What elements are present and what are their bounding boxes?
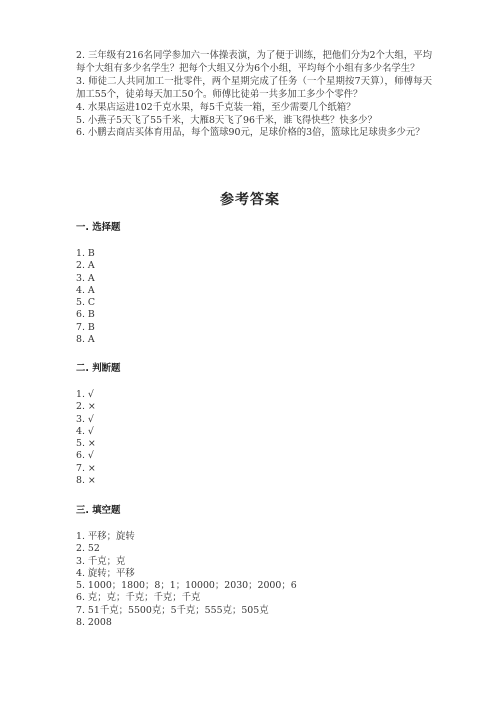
section-fill-in-blank — [76, 505, 376, 629]
problem-6: 6. 小鹏去商店买体育用品，每个篮球90元，足球价格的3倍，篮球比足球贵多少元？ — [76, 127, 425, 139]
section-heading: 二. 判断题 — [76, 363, 121, 374]
answer-item: 2. A — [76, 260, 95, 272]
answer-item: 5. C — [76, 297, 96, 309]
answer-item: 2. 52 — [76, 543, 100, 555]
section-heading: 一. 选择题 — [76, 222, 121, 233]
answer-list — [76, 389, 376, 487]
word-problems — [76, 50, 432, 140]
answer-item: 6. √ — [76, 450, 94, 462]
answer-item: 5. 1000；1800；8；1；10000；2030；2000；6 — [76, 580, 297, 592]
answer-item: 7. 51千克；5500克；5千克；555克；505克 — [76, 604, 269, 616]
problem-5: 5. 小燕子5天飞了55千米，大雁8天飞了96千米，谁飞得快些？快多少？ — [76, 114, 377, 126]
answer-item: 2. × — [76, 401, 96, 413]
answer-item: 3. A — [76, 272, 95, 284]
answer-item: 7. B — [76, 321, 95, 333]
answer-list — [76, 248, 376, 346]
answer-item: 8. 2008 — [76, 617, 112, 629]
answer-item: 4. A — [76, 284, 95, 296]
answer-item: 1. √ — [76, 389, 94, 400]
answer-list — [76, 531, 376, 629]
answer-item: 3. 千克；克 — [76, 555, 126, 567]
answer-item: 1. B — [76, 248, 95, 259]
answer-item: 3. √ — [76, 413, 94, 425]
problem-4: 4. 水果店运进102千克水果，每5千克装一箱，至少需要几个纸箱？ — [76, 101, 356, 113]
section-multiple-choice — [76, 222, 376, 346]
section-true-false — [76, 363, 376, 487]
answer-item: 5. × — [76, 438, 96, 450]
answer-item: 6. 克；克；千克；千克；千克 — [76, 592, 201, 604]
answer-item: 4. 旋转；平移 — [76, 567, 135, 579]
answer-item: 1. 平移；旋转 — [76, 531, 135, 542]
answer-item: 7. × — [76, 462, 96, 474]
answer-item: 6. B — [76, 309, 95, 321]
section-heading: 三. 填空题 — [76, 505, 121, 516]
answer-item: 8. × — [76, 475, 96, 487]
problem-3: 3. 师徒二人共同加工一批零件，两个星期完成了任务（一个星期按7天算），师傅每天加工55个，徒弟每天加工50个。师傅比徒弟一共多加工多少个零件？ — [76, 75, 432, 100]
answer-item: 8. A — [76, 334, 95, 346]
answer-key-title: 参考答案 — [220, 192, 280, 208]
problem-2: 2. 三年级有216名同学参加六一体操表演，为了便于训练，把他们分为2个大组，平均每个大组有多少名学生？把每个大组又分为6个小组，平均每个小组有多少名学生？ — [76, 50, 432, 74]
answer-item: 4. √ — [76, 425, 94, 437]
